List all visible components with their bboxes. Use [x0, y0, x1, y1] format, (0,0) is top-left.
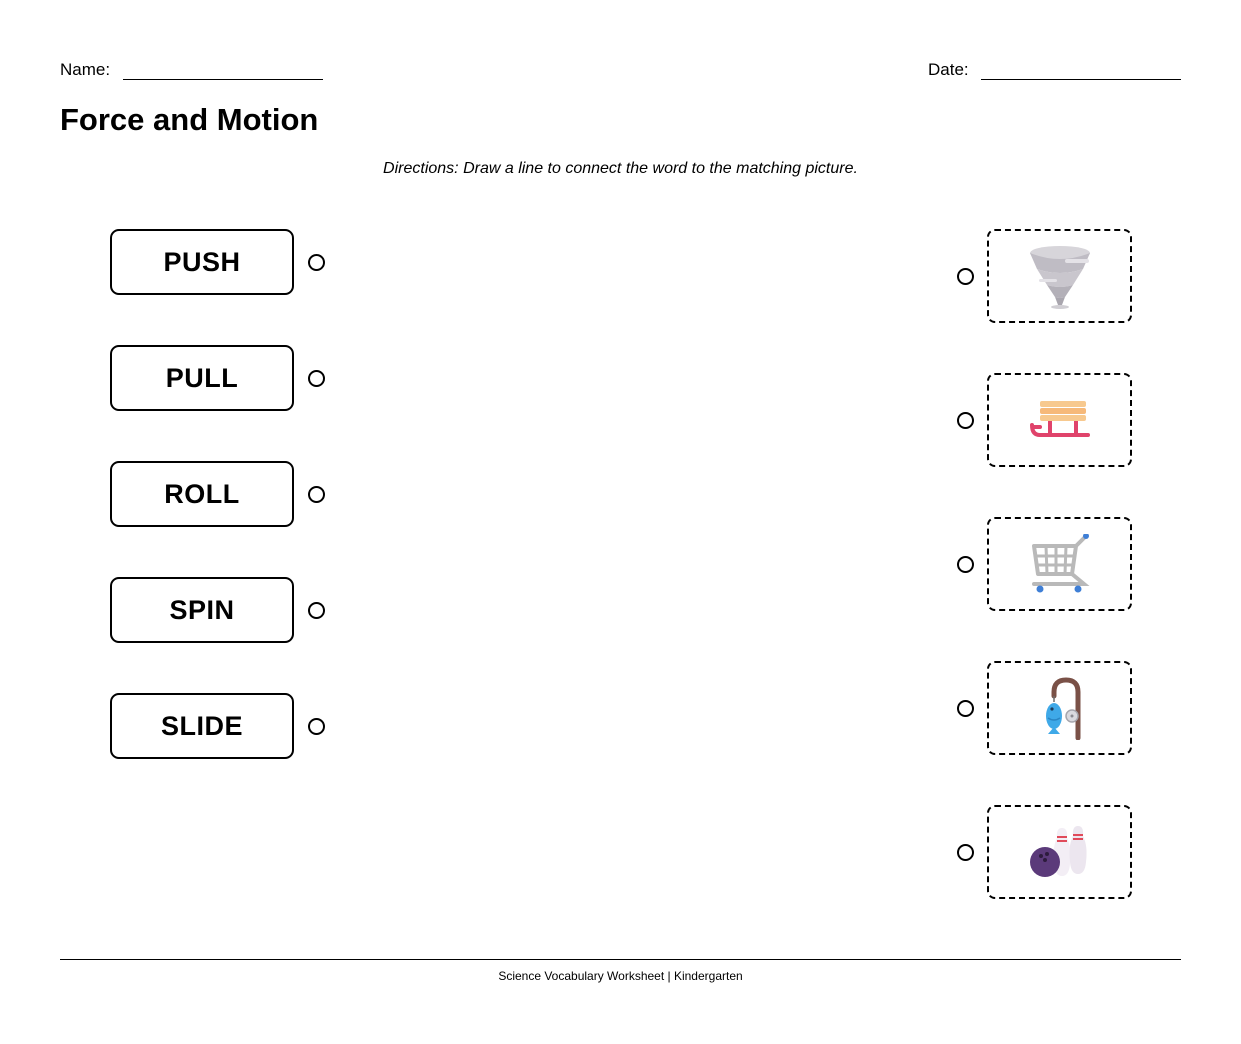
page-title: Force and Motion	[60, 102, 319, 137]
picture-box-sled	[987, 373, 1132, 467]
word-connector-dot[interactable]	[308, 254, 325, 271]
word-box-pull: PULL	[110, 345, 294, 411]
word-box-spin: SPIN	[110, 577, 294, 643]
word-connector-dot[interactable]	[308, 602, 325, 619]
word-box-slide: SLIDE	[110, 693, 294, 759]
date-field[interactable]	[981, 79, 1181, 80]
date-label: Date:	[928, 60, 969, 79]
name-field[interactable]	[123, 79, 323, 80]
picture-connector-dot[interactable]	[957, 700, 974, 717]
picture-connector-dot[interactable]	[957, 844, 974, 861]
picture-box-shopping-cart	[987, 517, 1132, 611]
fishing-pole-icon	[1032, 676, 1088, 740]
directions-text: Directions: Draw a line to connect the word to the matching picture.	[383, 160, 858, 177]
picture-connector-dot[interactable]	[957, 412, 974, 429]
word-connector-dot[interactable]	[308, 718, 325, 735]
picture-box-bowling	[987, 805, 1132, 899]
name-label: Name:	[60, 60, 111, 79]
picture-connector-dot[interactable]	[957, 268, 974, 285]
word-connector-dot[interactable]	[308, 486, 325, 503]
picture-box-fishing-pole	[987, 661, 1132, 755]
sled-icon	[1028, 397, 1092, 443]
picture-box-tornado	[987, 229, 1132, 323]
tornado-icon	[1025, 243, 1095, 309]
word-connector-dot[interactable]	[308, 370, 325, 387]
shopping-cart-icon	[1028, 534, 1092, 594]
word-box-push: PUSH	[110, 229, 294, 295]
picture-connector-dot[interactable]	[957, 556, 974, 573]
word-box-roll: ROLL	[110, 461, 294, 527]
footer-text: Science Vocabulary Worksheet | Kindergarten	[498, 969, 743, 983]
footer-divider	[60, 959, 1181, 960]
bowling-icon	[1028, 824, 1092, 880]
